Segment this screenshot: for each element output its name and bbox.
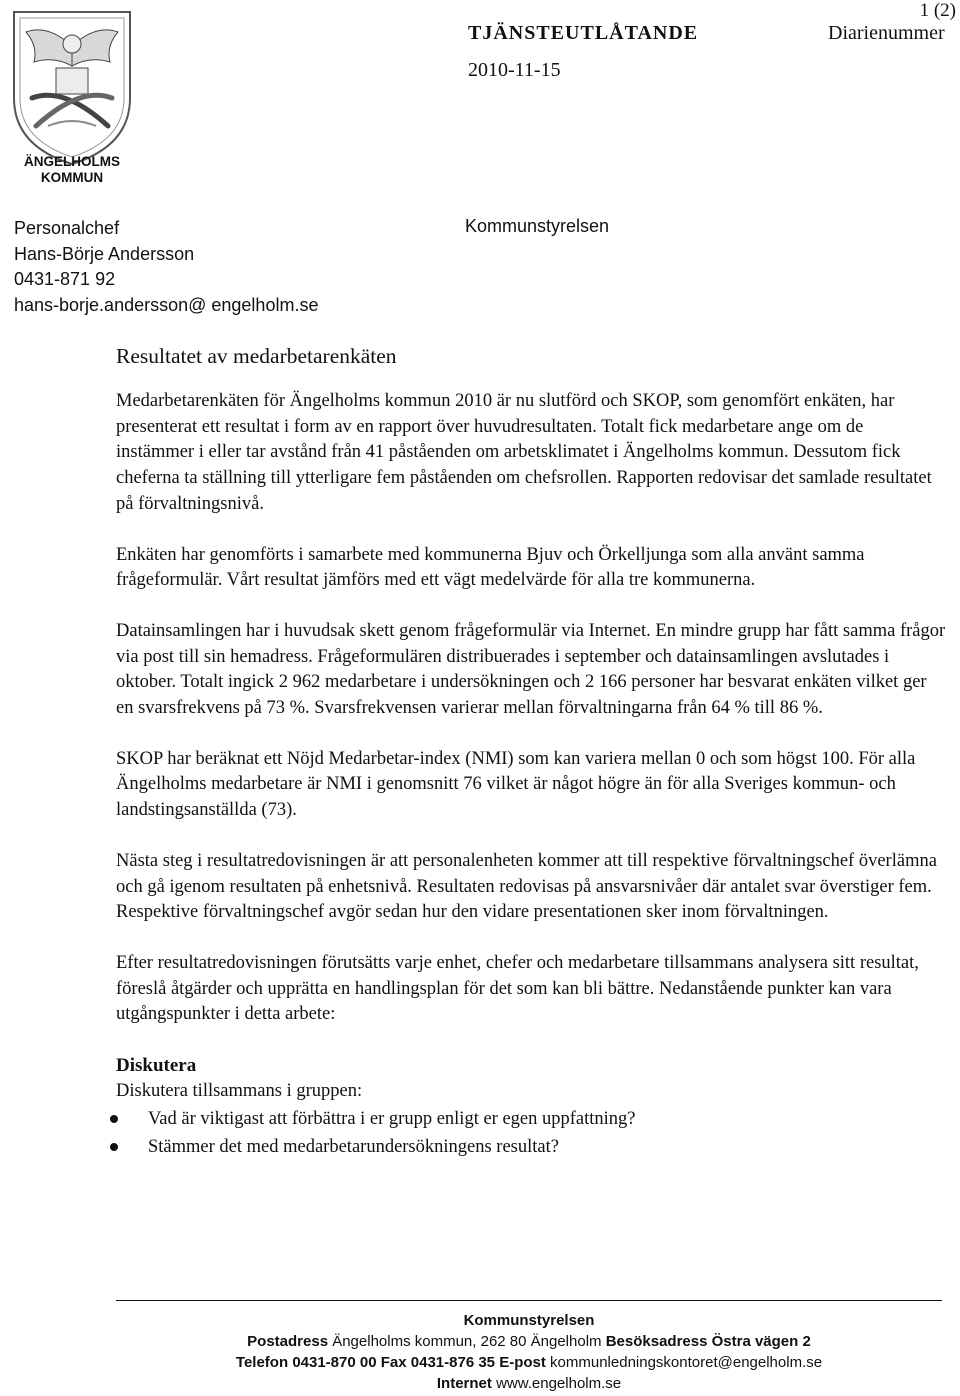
telefon-value: 0431-870 00 <box>292 1354 377 1371</box>
page-number: 1 (2) <box>919 0 956 21</box>
diarienummer-label: Diarienummer <box>828 22 945 44</box>
logo-text-line2: KOMMUN <box>40 170 104 185</box>
paragraph-6: Efter resultatredovisningen förutsätts varje enhet, chefer och medarbetare tillsammans analysera sitt resultat, föreslå åtgärder och upprätta en handlingsplan för det som kan bli bättre. Nedanstående punkter kan vara utgångspunkter i detta arbete: <box>116 952 919 1025</box>
epost-label: E-post <box>499 1354 546 1371</box>
document-body <box>116 343 946 1161</box>
fax-label: Fax <box>380 1354 407 1371</box>
postadress-label: Postadress <box>247 1333 329 1350</box>
besoksadress-value: Östra vägen 2 <box>711 1333 811 1350</box>
epost-value[interactable]: kommunledningskontoret@engelholm.se <box>550 1354 823 1371</box>
footer-divider <box>116 1300 942 1301</box>
sender-email: hans-borje.andersson@ engelholm.se <box>14 294 319 315</box>
internet-value[interactable]: www.engelholm.se <box>496 1375 622 1392</box>
paragraph-4: SKOP har beräknat ett Nöjd Medarbetar-index (NMI) som kan variera mellan 0 och som högst 100. För alla Ängelholms medarbetare är NMI i genomsnitt 76 vilket är något högre än för alla Sveriges kommun- och landstingsanställda (73). <box>116 748 916 821</box>
bullet-icon <box>110 1115 118 1123</box>
fax-value: 0431-876 35 <box>410 1354 496 1371</box>
paragraph-2: Enkäten har genomförts i samarbete med kommunerna Bjuv och Örkelljunga som alla använt samma frågeformulär. Vårt resultat jämförs med ett vägt medelvärde för alla tre kommunerna. <box>116 544 865 591</box>
footer-org: Kommunstyrelsen <box>463 1312 595 1329</box>
discussion-list <box>116 1105 946 1161</box>
bullet-icon <box>110 1143 118 1151</box>
postadress-value: Ängelholms kommun, 262 80 Ängelholm <box>332 1333 602 1350</box>
besoksadress-label: Besöksadress <box>605 1333 708 1350</box>
list-item-text: Stämmer det med medarbetarundersökningens resultat? <box>148 1136 559 1157</box>
municipality-logo <box>8 6 136 192</box>
section-intro: Diskutera tillsammans i gruppen: <box>116 1081 363 1102</box>
sender-block <box>14 216 318 318</box>
section-heading: Diskutera <box>116 1055 197 1077</box>
sender-phone: 0431-871 92 <box>14 269 116 289</box>
logo-text-line1: ÄNGELHOLMS <box>24 154 120 169</box>
paragraph-1: Medarbetarenkäten för Ängelholms kommun 2010 är nu slutförd och SKOP, som genomfört enkäten, har presenterat ett resultat i form av en rapport över huvudresultaten. Totalt fick medarbetare ange om de instämmer i eller tar avstånd från 41 påståenden om arbetsklimatet i Ängelholms kommun. Dessutom fick cheferna ta ställning till ytterligare fem påståenden om chefsrollen. Rapporten redovisar det samlade resultatet på förvaltningsnivå. <box>116 391 932 514</box>
document-heading: Resultatet av medarbetarenkäten <box>116 344 397 368</box>
sender-title: Personalchef <box>14 218 120 238</box>
internet-label: Internet <box>436 1375 492 1392</box>
list-item <box>116 1133 946 1161</box>
list-item-text: Vad är viktigast att förbättra i er grupp enligt er egen uppfattning? <box>148 1108 636 1129</box>
paragraph-5: Nästa steg i resultatredovisningen är att personalenheten kommer att till respektive förvaltningschef överlämna och gå igenom resultaten på enhetsnivå. Resultaten redovisas på ansvarsnivåer där antalet svar överstiger fem. Respektive förvaltningschef avgör sedan hur den vidare presentationen sker inom förvaltningen. <box>116 850 937 923</box>
list-item <box>116 1105 946 1133</box>
paragraph-3: Datainsamlingen har i huvudsak skett genom frågeformulär via Internet. En mindre grupp har fått samma frågor via post till sin hemadress. Frågeformulären distribuerades i september och datainsamlingen avslutades i oktober. Totalt ingick 2 962 medarbetare i undersökningen och 2 166 personer har besvarat enkäten vilket ger en svarsfrekvens på 73 %. Svarsfrekvensen varierar mellan förvaltningarna från 64 % till 86 %. <box>116 620 946 719</box>
telefon-label: Telefon <box>235 1354 289 1371</box>
document-type: TJÄNSTEUTLÅTANDE <box>468 22 699 44</box>
sender-name: Hans-Börje Andersson <box>14 243 195 264</box>
footer <box>116 1310 942 1394</box>
document-date: 2010-11-15 <box>468 59 561 81</box>
recipient: Kommunstyrelsen <box>465 216 610 236</box>
